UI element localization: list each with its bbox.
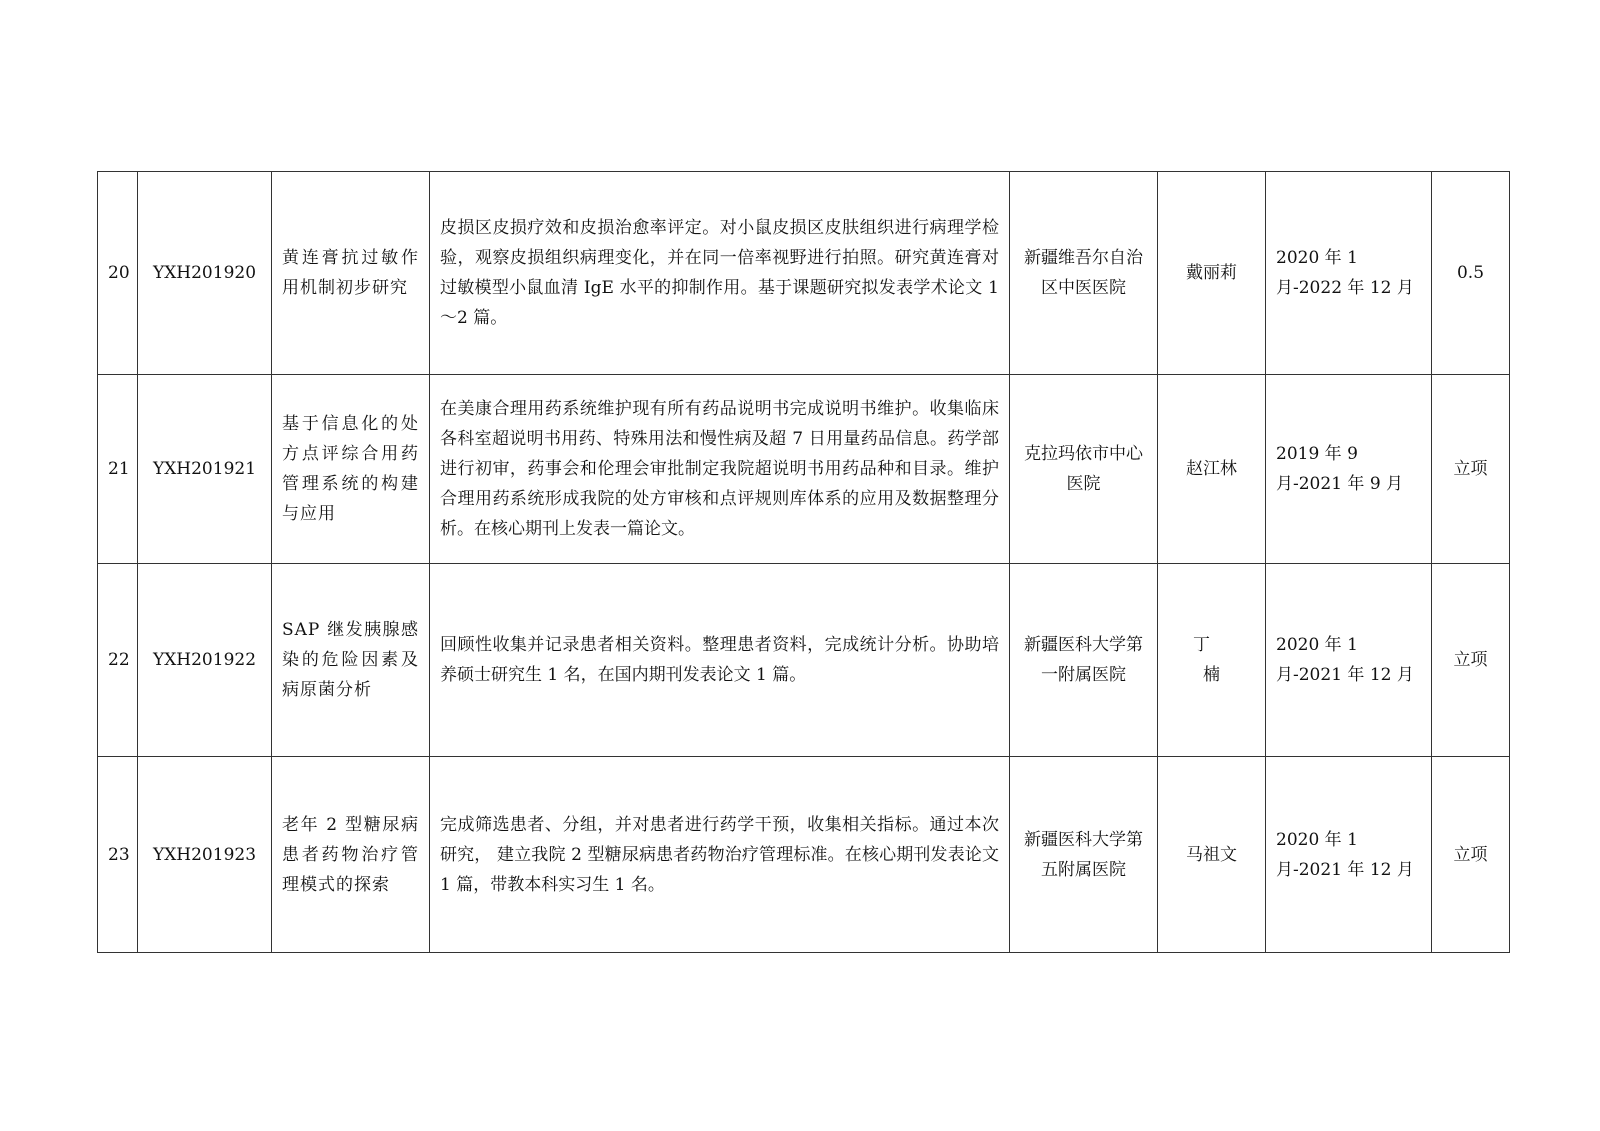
row-number: 23 [98, 757, 138, 953]
project-unit: 克拉玛依市中心医院 [1010, 375, 1158, 564]
project-amount: 0.5 [1432, 172, 1510, 375]
table-row [98, 375, 1510, 564]
project-content: 皮损区皮损疗效和皮损治愈率评定。对小鼠皮损区皮肤组织进行病理学检验，观察皮损组织病理变化，并在同一倍率视野进行拍照。研究黄连膏对过敏模型小鼠血清 IgE 水平的抑制作用。基于课题研究拟发表学术论文 1～2 篇。 [430, 172, 1010, 375]
project-title: SAP 继发胰腺感染的危险因素及病原菌分析 [272, 564, 430, 757]
project-content: 回顾性收集并记录患者相关资料。整理患者资料，完成统计分析。协助培养硕士研究生 1 名，在国内期刊发表论文 1 篇。 [430, 564, 1010, 757]
project-period: 2020 年 1 月-2021 年 12 月 [1266, 757, 1432, 953]
project-amount: 立项 [1432, 757, 1510, 953]
project-unit: 新疆医科大学第五附属医院 [1010, 757, 1158, 953]
project-amount: 立项 [1432, 564, 1510, 757]
project-title: 基于信息化的处方点评综合用药管理系统的构建与应用 [272, 375, 430, 564]
project-unit: 新疆维吾尔自治区中医医院 [1010, 172, 1158, 375]
project-unit: 新疆医科大学第一附属医院 [1010, 564, 1158, 757]
project-title: 老年 2 型糖尿病患者药物治疗管理模式的探索 [272, 757, 430, 953]
project-leader-name: 丁 楠 [1193, 635, 1240, 685]
project-leader: 赵江林 [1158, 375, 1266, 564]
project-code: YXH201920 [138, 172, 272, 375]
project-title: 黄连膏抗过敏作用机制初步研究 [272, 172, 430, 375]
project-leader: 戴丽莉 [1158, 172, 1266, 375]
table-row [98, 172, 1510, 375]
project-amount: 立项 [1432, 375, 1510, 564]
row-number: 20 [98, 172, 138, 375]
table-row [98, 564, 1510, 757]
project-table [97, 171, 1510, 953]
project-leader [1158, 564, 1266, 757]
project-code: YXH201922 [138, 564, 272, 757]
project-period: 2020 年 1 月-2021 年 12 月 [1266, 564, 1432, 757]
project-leader: 马祖文 [1158, 757, 1266, 953]
project-period: 2019 年 9 月-2021 年 9 月 [1266, 375, 1432, 564]
project-content: 完成筛选患者、分组，并对患者进行药学干预，收集相关指标。通过本次研究， 建立我院 2 型糖尿病患者药物治疗管理标准。在核心期刊发表论文 1 篇，带教本科实习生 1 名。 [430, 757, 1010, 953]
project-content: 在美康合理用药系统维护现有所有药品说明书完成说明书维护。收集临床各科室超说明书用药、特殊用法和慢性病及超 7 日用量药品信息。药学部进行初审，药事会和伦理会审批制定我院超说明书用药品种和目录。维护合理用药系统形成我院的处方审核和点评规则库体系的应用及数据整理分析。在核心期刊上发表一篇论文。 [430, 375, 1010, 564]
project-code: YXH201923 [138, 757, 272, 953]
project-period: 2020 年 1 月-2022 年 12 月 [1266, 172, 1432, 375]
table-row [98, 757, 1510, 953]
row-number: 22 [98, 564, 138, 757]
row-number: 21 [98, 375, 138, 564]
project-code: YXH201921 [138, 375, 272, 564]
